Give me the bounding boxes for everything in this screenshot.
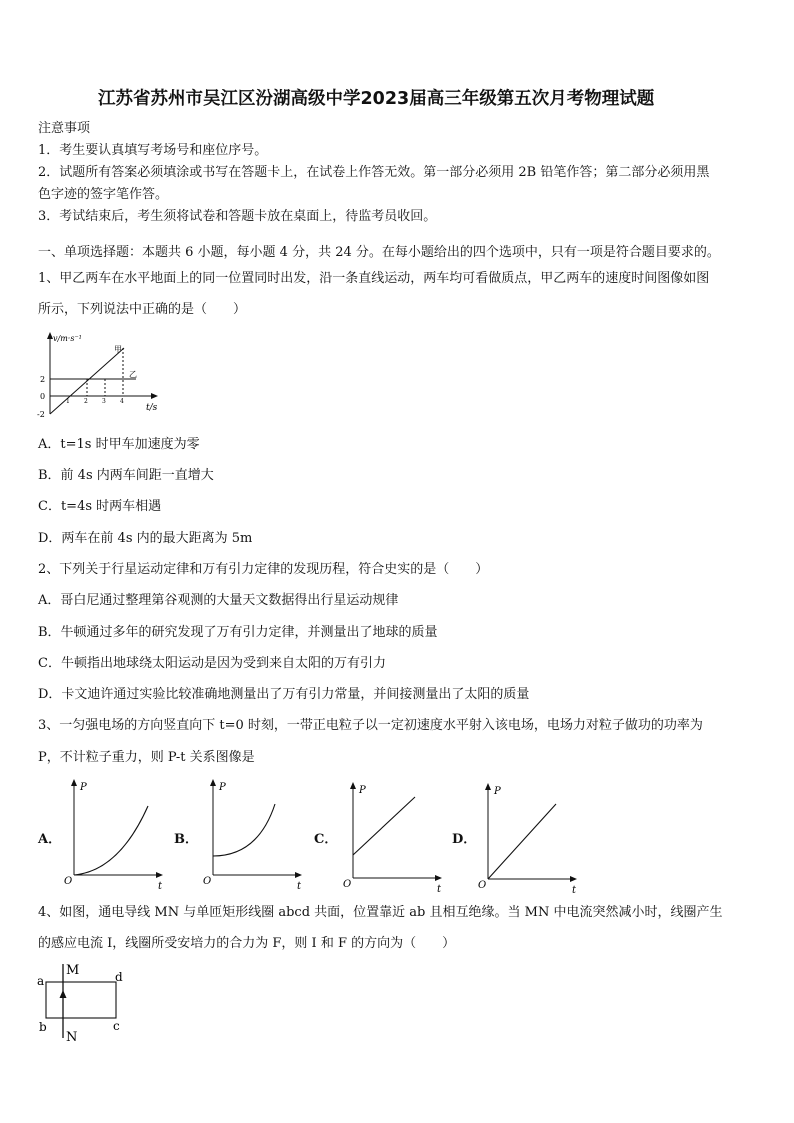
q1-line-jia: 甲: [114, 345, 122, 354]
q3a-o: O: [64, 876, 73, 887]
q4-label-d: d: [115, 970, 123, 984]
notice-item-1: 1．考生要认真填写考场号和座位序号。: [38, 143, 268, 158]
q1-vt-graph: [36, 330, 166, 420]
q3a-y: P: [80, 782, 87, 793]
q3-stem-2: P，不计粒子重力，则 P-t 关系图像是: [38, 750, 255, 765]
q1-option-c: C．t=4s 时两车相遇: [38, 499, 162, 514]
q3b-x: t: [297, 881, 302, 892]
q4-label-b: b: [39, 1020, 47, 1034]
q3d-y: P: [494, 786, 501, 797]
q3-stem-1: 3、一匀强电场的方向竖直向下 t=0 时刻，一带正电粒子以一定初速度水平射入该电场，电场力对粒子做功的功率为: [38, 718, 703, 733]
q3-option-c-label: C．: [314, 832, 338, 847]
q4-label-c: c: [113, 1019, 120, 1033]
q2-option-b: B．牛顿通过多年的研究发现了万有引力定律，并测量出了地球的质量: [38, 625, 438, 640]
q1-xtick-2: 2: [84, 398, 88, 405]
q1-ytick-neg2: -2: [37, 410, 45, 419]
q3d-o: O: [478, 880, 487, 891]
q3c-x: t: [437, 884, 442, 895]
q4-label-M: M: [66, 963, 80, 978]
q1-ytick-2: 2: [40, 375, 46, 384]
q1-option-a: A．t=1s 时甲车加速度为零: [38, 437, 200, 452]
page-title: 江苏省苏州市吴江区汾湖高级中学2023届高三年级第五次月考物理试题: [98, 89, 655, 109]
q3-option-d-label: D．: [452, 832, 477, 847]
q1-stem-2: 所示，下列说法中正确的是（ ）: [38, 302, 247, 317]
q2-option-c: C．牛顿指出地球绕太阳运动是因为受到来自太阳的万有引力: [38, 656, 386, 671]
q3-graph-c: [343, 779, 443, 894]
q4-label-N: N: [66, 1030, 78, 1045]
q2-option-d: D．卡文迪许通过实验比较准确地测量出了万有引力常量，并间接测量出了太阳的质量: [38, 687, 530, 702]
q4-coil-diagram: [36, 960, 136, 1045]
q1-xtick-3: 3: [102, 398, 106, 405]
q3-option-b-label: B．: [174, 832, 198, 847]
q1-xtick-4: 4: [120, 398, 124, 405]
q3c-y: P: [359, 785, 366, 796]
notice-item-3: 3．考试结束后，考生须将试卷和答题卡放在桌面上，待监考员收回。: [38, 209, 437, 224]
q2-stem: 2、下列关于行星运动定律和万有引力定律的发现历程，符合史实的是（ ）: [38, 562, 489, 577]
q3-graph-b: [203, 776, 303, 891]
q3d-x: t: [572, 885, 577, 896]
q3-graph-a: [64, 776, 164, 891]
q4-label-a: a: [37, 974, 45, 988]
q3b-o: O: [203, 876, 212, 887]
q1-option-b: B．前 4s 内两车间距一直增大: [38, 468, 214, 483]
q2-option-a: A．哥白尼通过整理第谷观测的大量天文数据得出行星运动规律: [38, 593, 399, 608]
q1-option-d: D．两车在前 4s 内的最大距离为 5m: [38, 531, 253, 546]
q3b-y: P: [219, 782, 226, 793]
q1-x-label: t/s: [146, 403, 158, 413]
q3a-x: t: [158, 881, 163, 892]
q4-stem-2: 的感应电流 I，线圈所受安培力的合力为 F，则 I 和 F 的方向为（ ）: [38, 936, 456, 951]
q1-ytick-0: 0: [40, 392, 46, 401]
notice-item-2-cont: 色字迹的签字笔作答。: [38, 187, 169, 202]
q3-option-a-label: A．: [38, 832, 62, 847]
notice-heading: 注意事项: [38, 121, 91, 136]
q1-y-label: v/m·s⁻¹: [53, 334, 82, 343]
q3c-o: O: [343, 879, 352, 890]
q3-graph-d: [478, 780, 578, 895]
notice-item-2: 2．试题所有答案必须填涂或书写在答题卡上，在试卷上作答无效。第一部分必须用 2B 铅笔作答；第二部分必须用黑: [38, 165, 710, 180]
q1-stem-1: 1、甲乙两车在水平地面上的同一位置同时出发，沿一条直线运动，两车均可看做质点，甲乙两车的速度时间图像如图: [38, 271, 710, 286]
section-heading: 一、单项选择题：本题共 6 小题，每小题 4 分，共 24 分。在每小题给出的四个选项中，只有一项是符合题目要求的。: [38, 245, 720, 260]
q1-xtick-1: 1: [66, 398, 70, 405]
q4-stem-1: 4、如图，通电导线 MN 与单匝矩形线圈 abcd 共面，位置靠近 ab 且相互绝缘。当 MN 中电流突然减小时，线圈产生: [38, 905, 723, 920]
q1-line-yi: 乙: [129, 370, 137, 379]
